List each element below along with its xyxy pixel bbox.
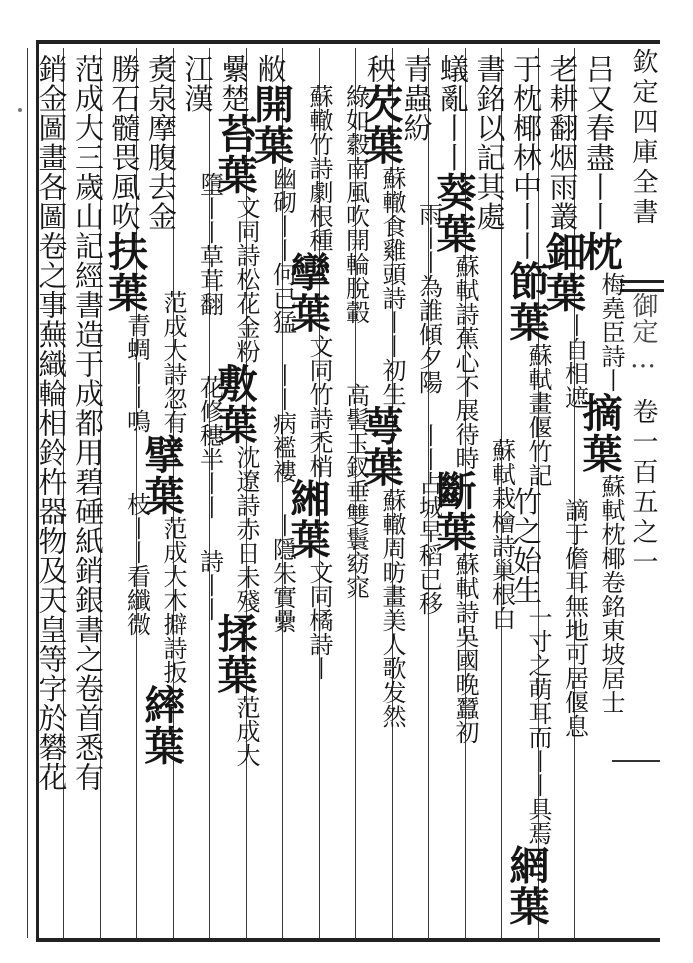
- entry-headword: 緗葉: [284, 477, 331, 560]
- entry-headword: 開葉: [247, 83, 295, 166]
- body-text: 銷金圖畫各圖卷之事蕪織輪相鈴杵器物及天皇等字於礬花: [34, 54, 69, 792]
- annotation: 丨自相遮: [560, 313, 589, 409]
- column-rule: [27, 48, 28, 938]
- body-text: [144, 231, 178, 290]
- annotation: 文同橘詩丨: [305, 559, 333, 680]
- annotation: 范成大: [232, 695, 260, 767]
- annotation: 花修穗半丨丨: [195, 375, 224, 519]
- banner-subtitle: 御定…: [628, 292, 658, 374]
- annotation: 文同詩松花金粉: [232, 195, 260, 363]
- entry-headword: 葉: [576, 433, 623, 474]
- body-text: 于枕椰林中丨丨: [509, 54, 543, 261]
- entry-headword: 芡葉: [357, 83, 404, 166]
- annotation: 雨丨丨為誰傾夕陽: [414, 201, 443, 394]
- body-text: [181, 113, 215, 172]
- entry-headword: 枕: [576, 231, 623, 272]
- body-text: 老耕翻烟雨叢: [545, 54, 580, 231]
- body-text: 勝石髓畏風吹: [107, 54, 142, 231]
- body-text: [327, 54, 361, 84]
- annotation: 蘇軾枕椰卷銘東坡居士: [597, 474, 625, 714]
- entry-headword: 敷葉: [211, 363, 258, 445]
- annotation: 蘇軾詩蕉心不展待時: [451, 254, 479, 470]
- annotation: 丨隱朱實纍: [268, 512, 297, 633]
- annotation: 高髻玉釵垂雙鬟窈窕: [341, 382, 370, 599]
- annotation: 蘇軾栽檜詩巢根白: [487, 437, 516, 630]
- body-text: 秧: [363, 54, 397, 84]
- annotation: 綠如縠南風吹開輪脫轂: [341, 83, 370, 324]
- annotation: 枝丨丨看纖微: [122, 492, 151, 636]
- entry-headword: 葵葉: [430, 172, 477, 254]
- fishtail-band: [620, 280, 664, 292]
- body-text: [108, 433, 142, 492]
- body-text: 蟻亂丨丨: [436, 54, 470, 172]
- entry-headword: 鈿葉: [539, 231, 587, 313]
- annotation: 蘇軾詩吳國晚蠶初: [451, 552, 479, 744]
- body-text: 范成大三歲山記經書造于成都用碧硾紙銷銀書之卷首悉有: [71, 54, 105, 792]
- body-text: 纍楚: [217, 54, 251, 113]
- body-text: 吕又春盡丨丨: [582, 54, 616, 231]
- annotation: 青蜩丨丨鳴: [122, 313, 151, 433]
- annotation: 范成大詩忽有: [159, 290, 187, 434]
- entry-headword: 揉葉: [211, 613, 258, 695]
- annotation: 范成大木擗詩扳: [159, 516, 187, 684]
- body-text: 煑泉摩腹去金: [144, 54, 178, 231]
- annotation: 蘇轍竹詩劇根種: [305, 83, 333, 252]
- annotation: 沈遼詩赤日未殘: [232, 445, 260, 613]
- entry-headword: 扶葉: [101, 231, 149, 313]
- text-column: [29, 54, 75, 934]
- entry-headword: 萼葉: [357, 405, 404, 488]
- annotation: 蘇轍食雞頭詩丨丨初生: [378, 165, 406, 406]
- entry-headword: 摘: [576, 392, 623, 433]
- body-text: 江漢: [180, 54, 215, 113]
- annotation: 文同竹詩禿梢: [305, 333, 333, 478]
- entry-headword: 網葉: [503, 844, 550, 927]
- entry-headword: 斷葉: [430, 470, 477, 552]
- body-text: 敝: [253, 54, 288, 84]
- annotation: 墮丨丨草茸翻: [195, 172, 224, 316]
- annotation: 詩丨丨: [195, 548, 224, 621]
- annotation: 幽砌丨丨何已猛: [268, 165, 297, 334]
- annotation: 丨丨病襤褸: [268, 363, 297, 483]
- entry-headword: 節葉: [503, 260, 550, 343]
- annotation: 蘇軾畫偃竹記: [524, 342, 552, 487]
- entry-headword: 擘葉: [138, 434, 185, 516]
- banner-title: 欽定四庫全書: [628, 48, 658, 228]
- annotation: 丨丨占城早稻已移: [414, 423, 443, 615]
- body-text: 書銘以記其處: [472, 54, 507, 231]
- annotation: 梅堯臣詩丨: [597, 272, 625, 392]
- annotation: 蘇轍周昉畫美人歌发然: [378, 487, 406, 728]
- body-text: 青蟲紛: [399, 54, 434, 143]
- body-text: [290, 54, 324, 84]
- annotation: 一寸之萌耳而丨丨具焉: [524, 604, 552, 845]
- annotation: 謫于儋耳無地可居偃息: [560, 497, 589, 738]
- entry-headword: 攣葉: [284, 251, 331, 334]
- entry-headword: 繂葉: [138, 684, 185, 766]
- body-text: 竹之始生: [509, 486, 543, 605]
- volume-label: 卷一百五之一: [628, 398, 658, 578]
- margin-mark: [18, 108, 22, 112]
- entry-headword: 苔葉: [211, 113, 258, 195]
